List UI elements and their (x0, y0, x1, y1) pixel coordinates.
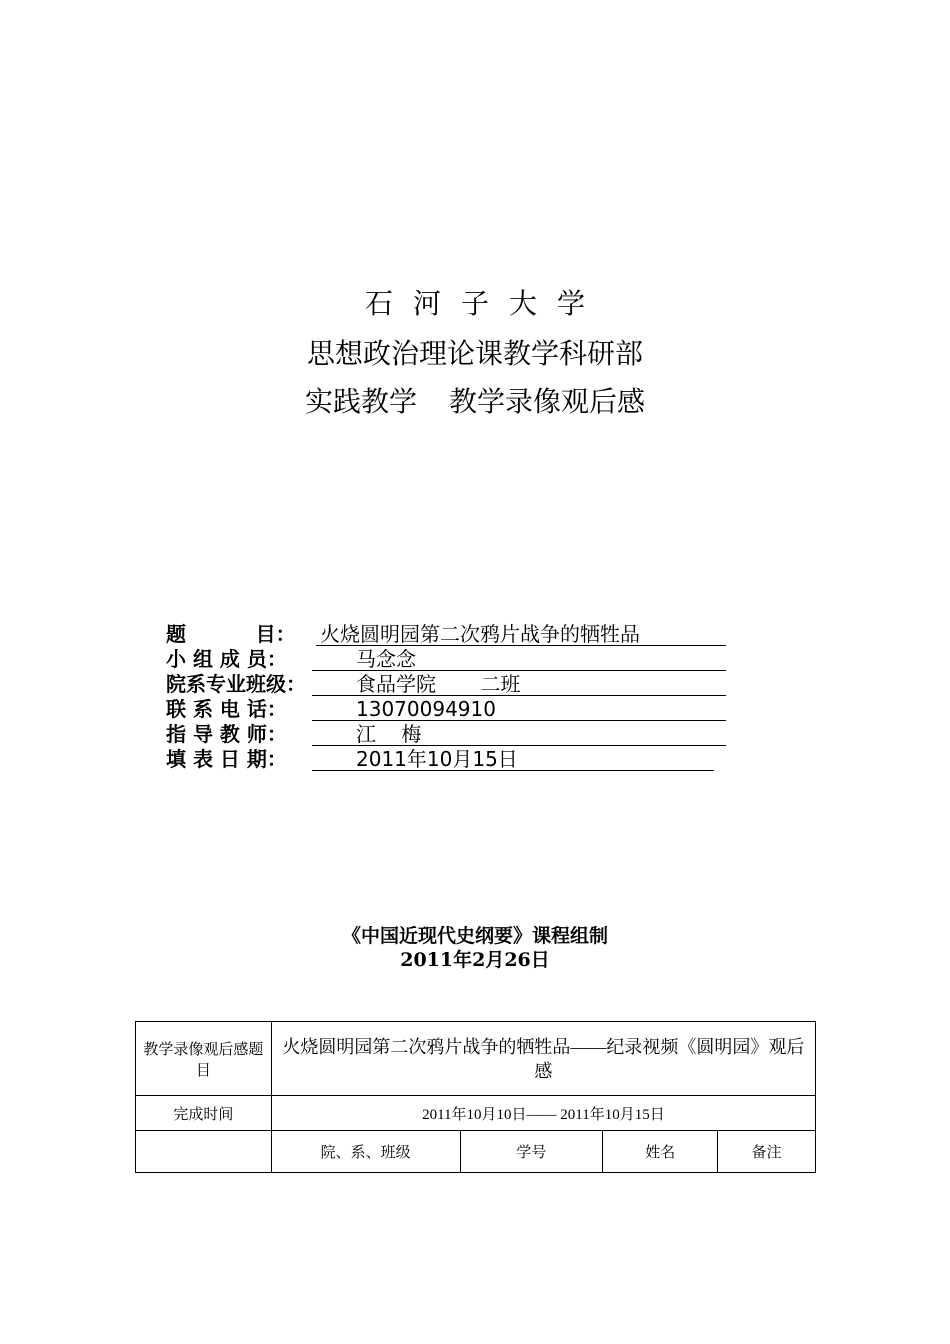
info-row-phone (166, 697, 726, 722)
info-row-topic (166, 622, 726, 647)
document-subtitle (0, 380, 950, 420)
info-value-date: 2011年10月15日 (356, 747, 518, 771)
info-label-members: 小 组 成 员： (166, 647, 287, 671)
department-name: 思想政治理论课教学科研部 (306, 337, 643, 370)
info-value-phone: 13070094910 (356, 697, 496, 721)
info-label-date: 填 表 日 期： (166, 747, 287, 771)
info-row-teacher (166, 722, 726, 747)
time-label-cell: 完成时间 (136, 1096, 272, 1131)
header-cell-name: 姓名 (603, 1131, 718, 1173)
info-value-topic: 火烧圆明园第二次鸦片战争的牺牲品 (320, 622, 640, 646)
table-row (136, 1131, 816, 1173)
info-row-members (166, 647, 726, 672)
topic-label-cell: 教学录像观后感题目 (136, 1022, 272, 1096)
info-label-teacher: 指 导 教 师： (166, 722, 287, 746)
table-row (136, 1096, 816, 1131)
info-value-class: 食品学院 二班 (356, 672, 521, 696)
info-label-topic: 题 目： (166, 622, 296, 646)
info-row-date (166, 747, 726, 772)
subtitle-left: 实践教学 (304, 385, 417, 418)
university-name: 石河子大学 (364, 287, 605, 320)
info-label-phone: 联 系 电 话： (166, 697, 287, 721)
empty-cell (136, 1131, 272, 1173)
course-date: 2011年2月26日 (400, 949, 550, 971)
time-value-cell: 2011年10月10日—— 2011年10月15日 (271, 1096, 815, 1131)
header-cell-id: 学号 (460, 1131, 603, 1173)
course-name: 《中国近现代史纲要》课程组制 (341, 925, 608, 947)
header-cell-class: 院、系、班级 (271, 1131, 460, 1173)
info-value-teacher: 江 梅 (356, 722, 422, 746)
header-cell-notes: 备注 (718, 1131, 816, 1173)
info-section (166, 622, 726, 772)
info-label-class: 院系专业班级： (166, 672, 306, 696)
table-row (136, 1022, 816, 1096)
info-row-class (166, 672, 726, 697)
subtitle-right: 教学录像观后感 (449, 385, 646, 418)
topic-value-cell: 火烧圆明园第二次鸦片战争的牺牲品——纪录视频《圆明园》观后感 (271, 1022, 815, 1096)
info-value-members: 马念念 (356, 647, 416, 671)
report-form-table (135, 1021, 816, 1173)
